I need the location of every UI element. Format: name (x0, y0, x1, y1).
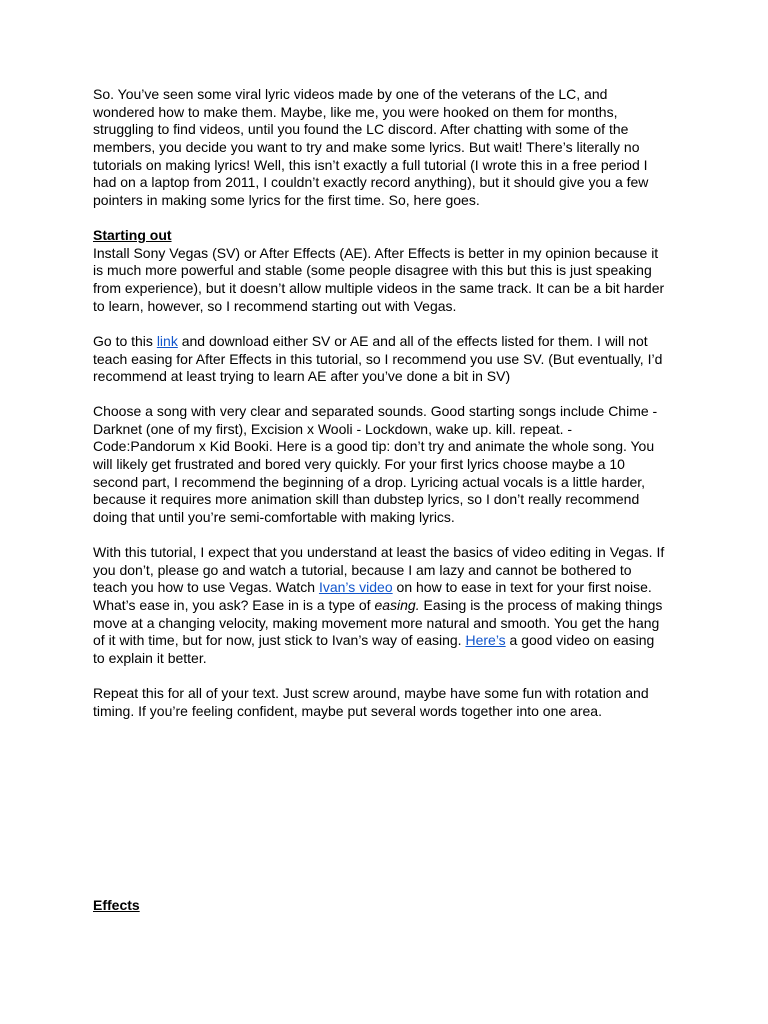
download-text-before: Go to this (93, 333, 157, 349)
starting-out-section (93, 227, 683, 315)
easing-video-link[interactable]: Here’s (465, 632, 506, 649)
song-line: will likely get frustrated and bored very quickly. For your first lyrics choose maybe a 10 (93, 455, 625, 472)
easing-text: teach you how to use Vegas. Watch (93, 579, 319, 596)
intro-line: So. You’ve seen some viral lyric videos made by one of the veterans of the LC, and (93, 86, 608, 102)
repeat-line: Repeat this for all of your text. Just screw around, maybe have some fun with rotation and (93, 685, 649, 701)
repeat-paragraph (93, 685, 683, 720)
download-line: teach easing for After Effects in this tutorial, so I recommend you use SV. (But eventually, I’d (93, 350, 663, 367)
download-line (93, 333, 683, 351)
easing-line (93, 597, 683, 615)
repeat-line: timing. If you’re feeling confident, maybe put several words together into one area. (93, 702, 602, 719)
download-text-after: and download either SV or AE and all of the effects listed for them. I will not (177, 333, 648, 349)
easing-paragraph (93, 544, 683, 668)
song-line: doing that until you’re semi-comfortable with making lyrics. (93, 508, 455, 525)
easing-line: With this tutorial, I expect that you understand at least the basics of video editing in Vegas. If (93, 544, 665, 560)
intro-line: wondered how to make them. Maybe, like me, you were hooked on them for months, (93, 103, 618, 120)
starting-out-line: to learn, however, so I recommend starting out with Vegas. (93, 297, 457, 314)
easing-text: a good video on easing (505, 632, 655, 649)
download-paragraph (93, 333, 683, 386)
easing-line: you don’t, please go and watch a tutorial, because I am lazy and cannot be bothered to (93, 561, 632, 578)
intro-line: struggling to find videos, until you found the LC discord. After chatting with some of the (93, 121, 629, 138)
song-line: Code:Pandorum x Kid Booki. Here is a good tip: don’t try and animate the whole song. You (93, 438, 655, 455)
effects-section (93, 897, 683, 915)
intro-line: tutorials on making lyrics! Well, this isn’t exactly a full tutorial (I wrote this in a free period I (93, 156, 648, 173)
download-link[interactable]: link (156, 333, 178, 349)
intro-line: pointers in making some lyrics for the first time. So, here goes. (93, 191, 480, 208)
song-line: Choose a song with very clear and separated sounds. Good starting songs include Chime - (93, 403, 658, 419)
song-paragraph (93, 403, 683, 527)
intro-paragraph (93, 86, 683, 210)
download-line: recommend at least trying to learn AE after you’ve done a bit in SV) (93, 368, 511, 385)
easing-line: move at a changing velocity, making movement more natural and smooth. You get the hang (93, 614, 660, 631)
song-line: second part, I recommend the beginning of a drop. Lyricing actual vocals is a little harder, (93, 473, 646, 490)
easing-emphasis: easing. (374, 596, 420, 613)
song-line: Darknet (one of my first), Excision x Wooli - Lockdown, wake up. kill. repeat. - (93, 420, 573, 437)
song-line: because it requires more animation skill than dubstep lyrics, so I don’t really recommend (93, 491, 640, 508)
intro-line: members, you decide you want to try and make some lyrics. But wait! There’s literally no (93, 138, 640, 155)
intro-line: had on a laptop from 2011, I couldn’t exactly record anything), but it should give you a few (93, 174, 649, 191)
easing-line (93, 632, 683, 650)
easing-text: What’s ease in, you ask? Ease in is a type of (93, 596, 375, 613)
effects-heading: Effects (93, 897, 140, 913)
easing-text: Easing is the process of making things (419, 596, 663, 613)
easing-line (93, 579, 683, 597)
starting-out-line: is much more powerful and stable (some people disagree with this but this is just speaking (93, 262, 652, 279)
starting-out-line: from experience), but it doesn’t allow multiple videos in the same track. It can be a bit harder (93, 279, 665, 296)
ivans-video-link[interactable]: Ivan’s video (318, 579, 393, 596)
starting-out-heading: Starting out (93, 227, 172, 243)
starting-out-line: Install Sony Vegas (SV) or After Effects (AE). After Effects is better in my opinion because it (93, 244, 659, 261)
easing-line: to explain it better. (93, 649, 207, 666)
easing-text: on how to ease in text for your first noise. (392, 579, 652, 596)
easing-text: of it with time, but for now, just stick to Ivan’s way of easing. (93, 632, 466, 649)
